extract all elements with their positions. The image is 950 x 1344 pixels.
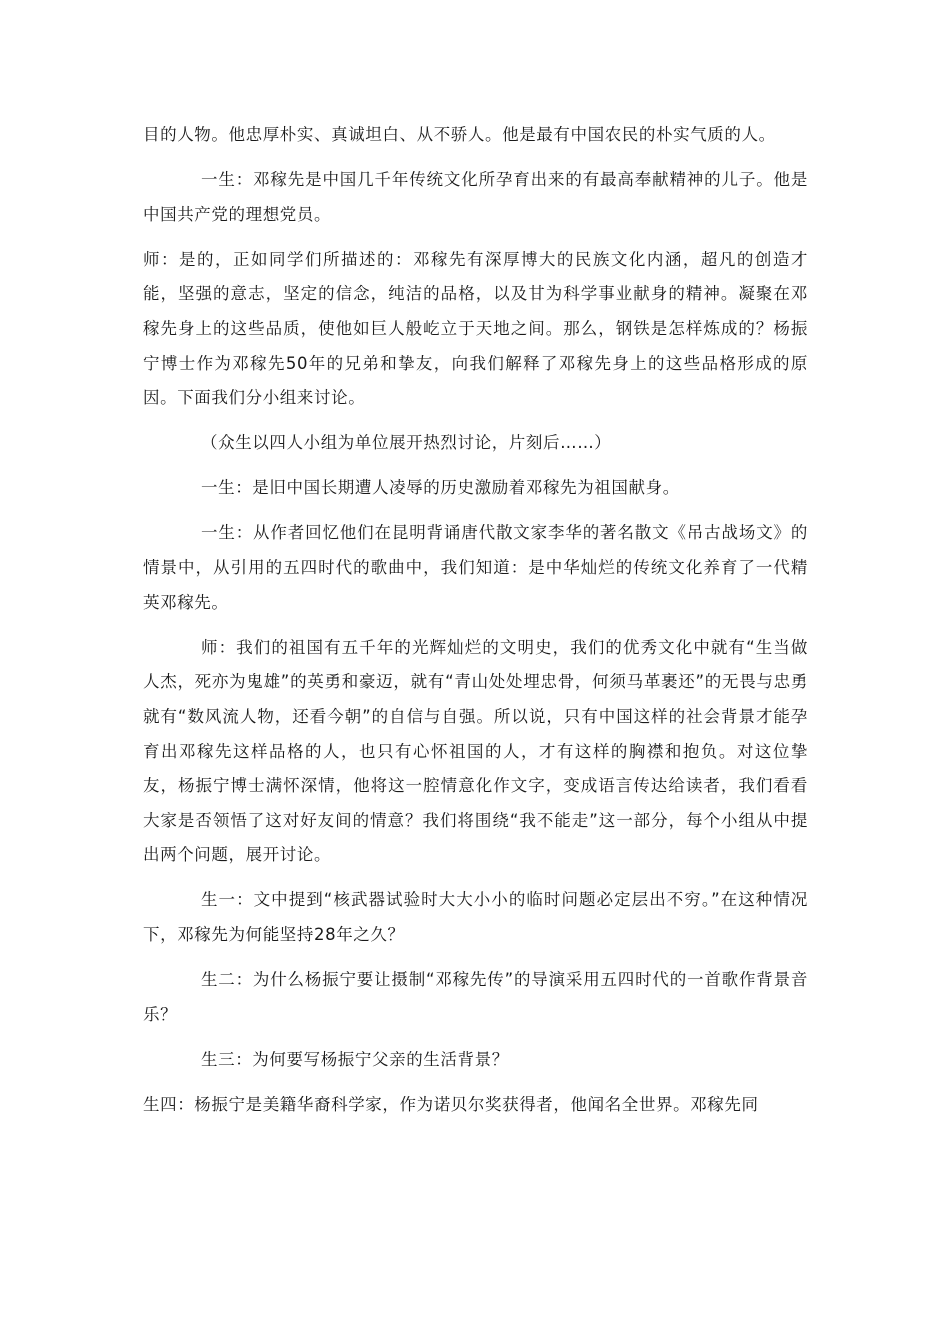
paragraph-student-remark: 一生：是旧中国长期遭人凌辱的历史激励着邓稼先为祖国献身。 (201, 478, 680, 498)
paragraph-continuation: 目的人物。他忠厚朴实、真诚坦白、从不骄人。他是最有中国农民的朴实气质的人。 (143, 125, 776, 144)
paragraph-student-question-4: 生四：杨振宁是美籍华裔科学家，作为诺贝尔奖获得者，他闻名全世界。邓稼先同 (143, 1094, 759, 1114)
document-body (143, 118, 808, 1133)
paragraph-student-remark: 一生：从作者回忆他们在昆明背诵唐代散文家李华的著名散文《吊古战场文》的情景中，从引用的五四时代的歌曲中，我们知道：是中华灿烂的传统文化养育了一代精英邓稼先。 (143, 523, 808, 612)
paragraph-stage-direction: （众生以四人小组为单位展开热烈讨论，片刻后……） (201, 433, 612, 453)
paragraph-teacher-remark: 师：是的，正如同学们所描述的：邓稼先有深厚博大的民族文化内涵，超凡的创造才能，坚强的意志，坚定的信念，纯洁的品格，以及甘为科学事业献身的精神。凝聚在邓稼先身上的这些品质，使他如巨人般屹立于天地之间。那么，钢铁是怎样炼成的？杨振宁博士作为邓稼先50年的兄弟和挚友，向我们解释了邓稼先身上的这些品格形成的原因。下面我们分小组来讨论。 (143, 249, 808, 408)
paragraph-student-remark: 一生：邓稼先是中国几千年传统文化所孕育出来的有最高奉献精神的儿子。他是中国共产党的理想党员。 (143, 170, 808, 224)
paragraph-student-question-2: 生二：为什么杨振宁要让摄制“邓稼先传”的导演采用五四时代的一首歌作背景音乐？ (143, 970, 808, 1024)
paragraph-student-question-3: 生三：为何要写杨振宁父亲的生活背景？ (201, 1049, 509, 1069)
paragraph-teacher-remark: 师：我们的祖国有五千年的光辉灿烂的文明史，我们的优秀文化中就有“生当做人杰，死亦为鬼雄”的英勇和豪迈，就有“青山处处埋忠骨，何须马革裹还”的无畏与忠勇就有“数风流人物，还看今朝”的自信与自强。所以说，只有中国这样的社会背景才能孕育出邓稼先这样品格的人，也只有心怀祖国的人，才有这样的胸襟和抱负。对这位挚友，杨振宁博士满怀深情，他将这一腔情意化作文字，变成语言传达给读者，我们看看大家是否领悟了这对好友间的情意？我们将围绕“我不能走”这一部分，每个小组从中提出两个问题，展开讨论。 (143, 637, 808, 865)
paragraph-student-question-1: 生一：文中提到“核武器试验时大大小小的临时问题必定层出不穷。”在这种情况下，邓稼先为何能坚持28年之久？ (143, 890, 808, 944)
